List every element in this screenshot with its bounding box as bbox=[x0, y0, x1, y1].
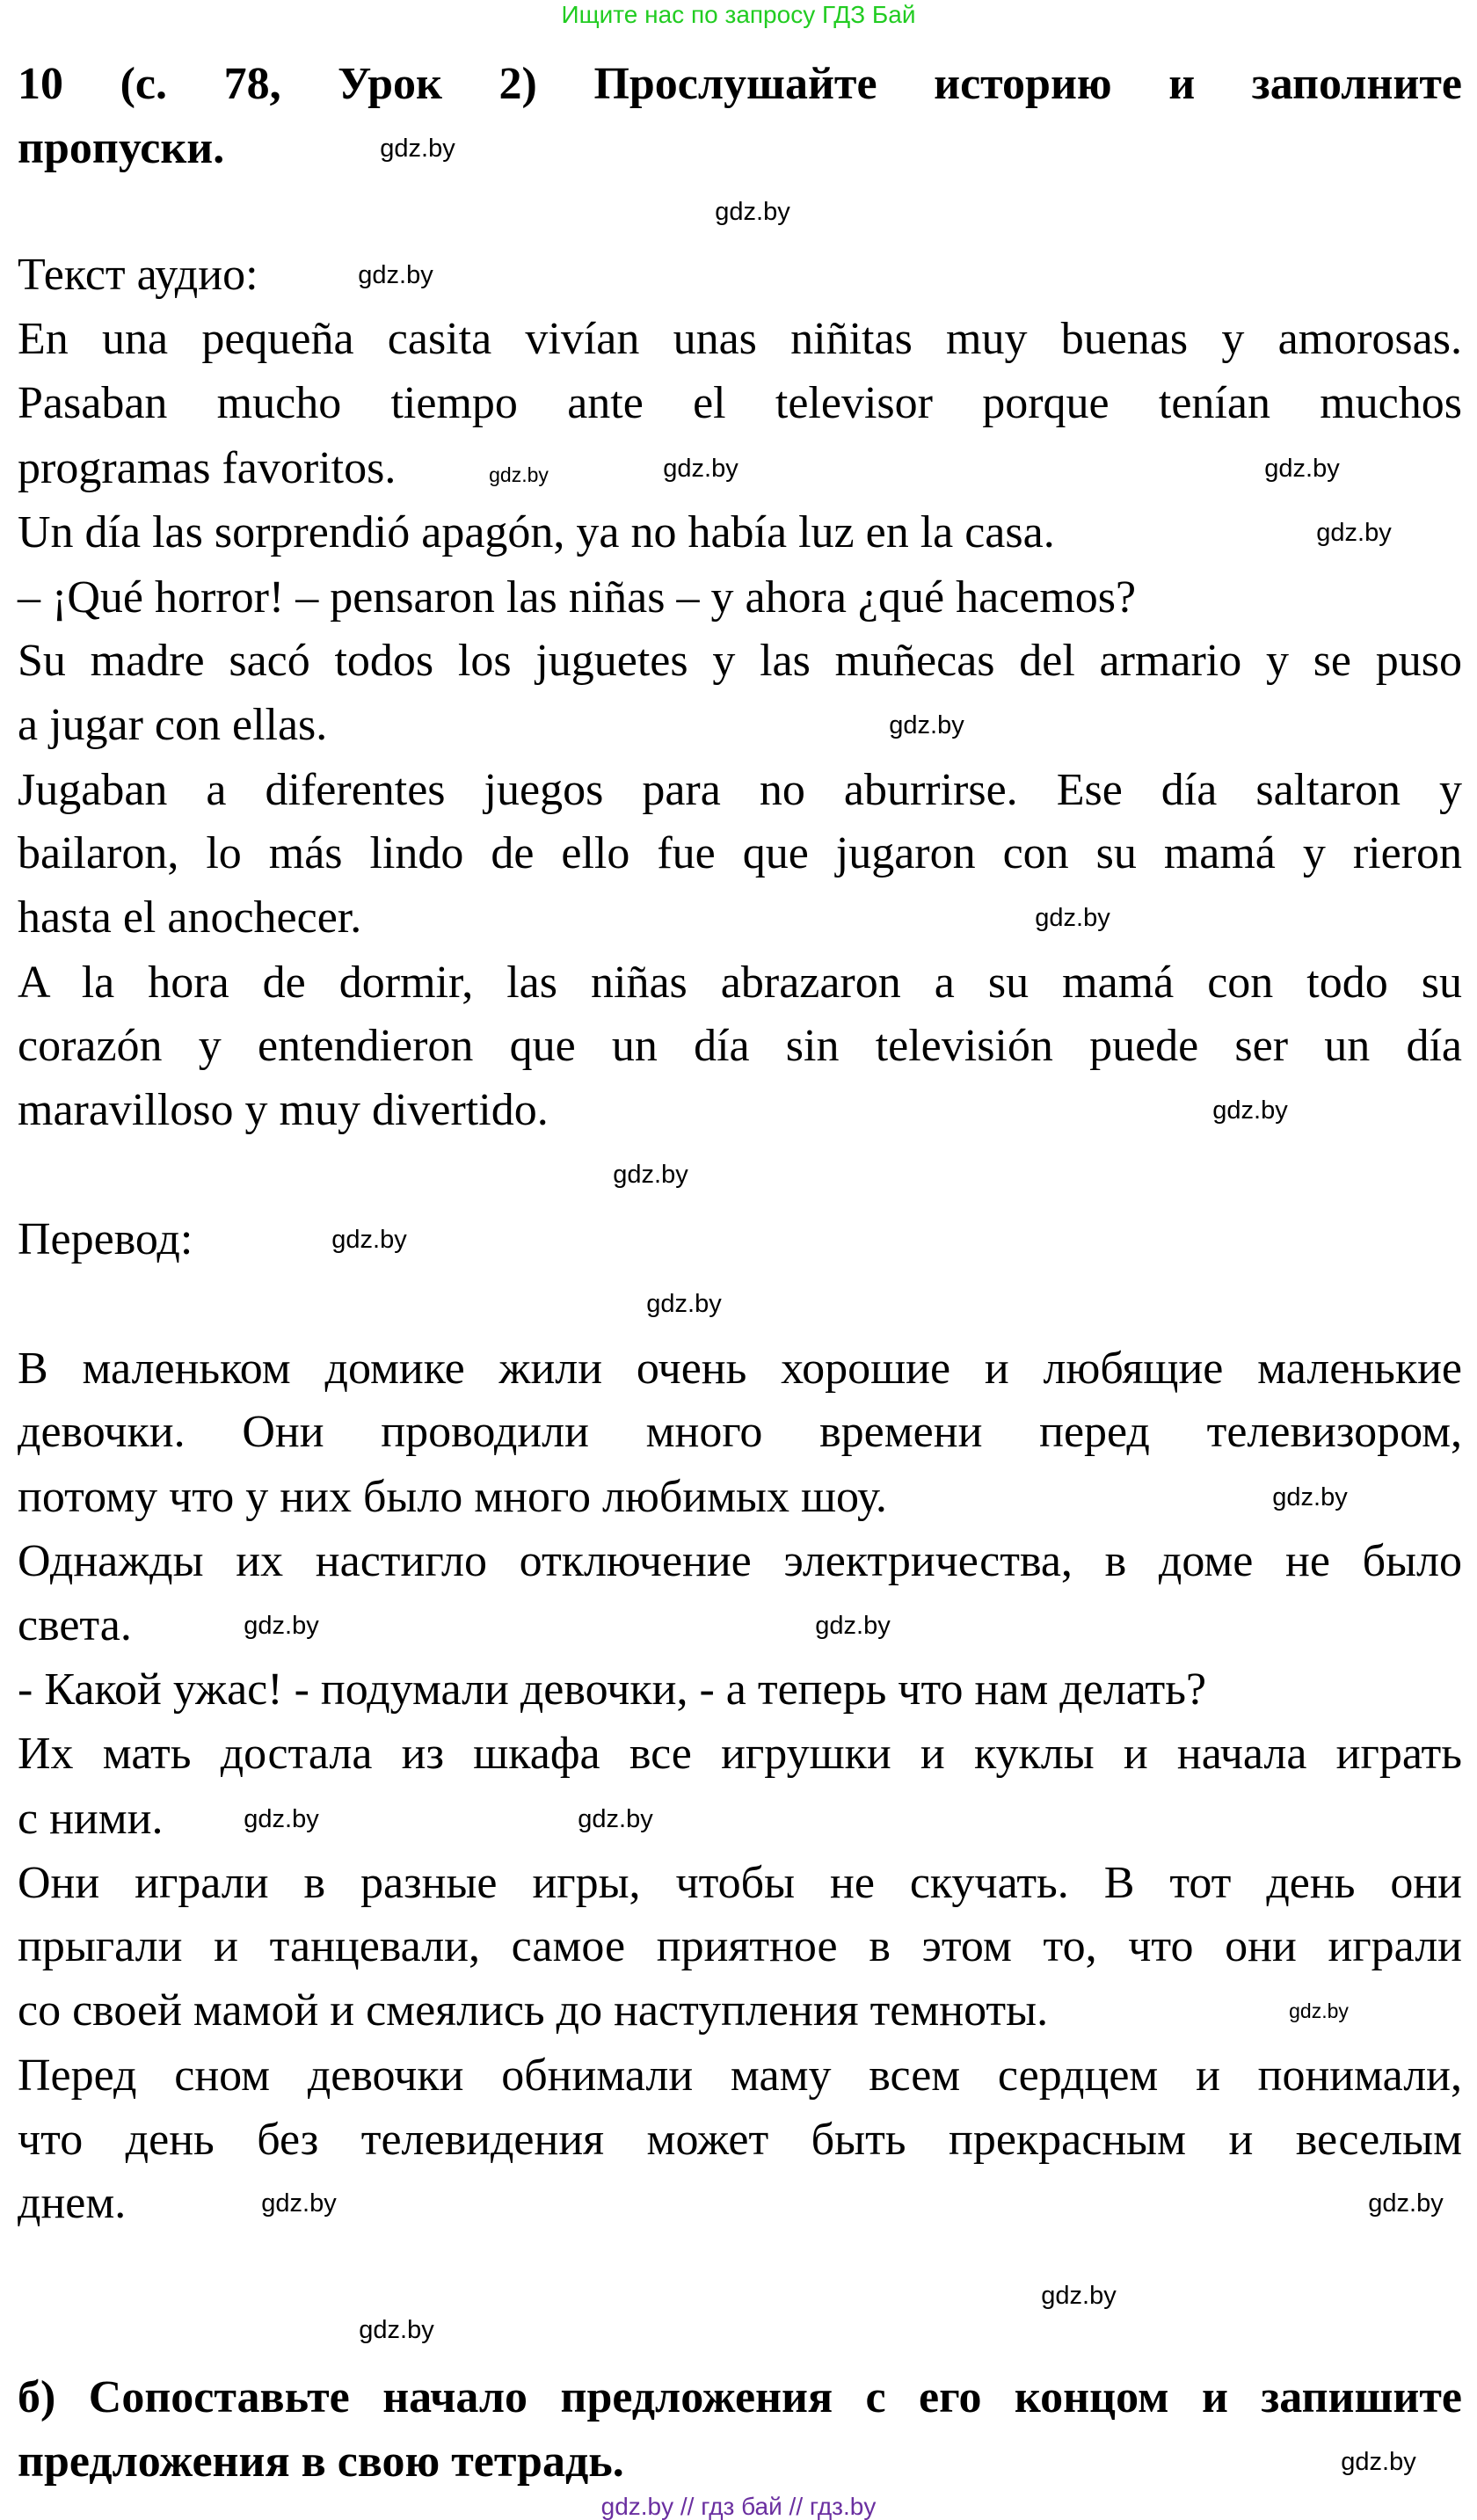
site-links-banner[interactable]: gdz.by // гдз бай // гдз.by bbox=[600, 2493, 877, 2520]
translation-line: с ними. bbox=[18, 1794, 164, 1844]
watermark: gdz.by bbox=[331, 1226, 407, 1254]
watermark: gdz.by bbox=[358, 261, 433, 289]
title-line: пропуски. bbox=[18, 123, 225, 173]
audio-line: hasta el anochecer. bbox=[18, 892, 362, 943]
watermark: gdz.by bbox=[489, 463, 549, 486]
translation-line: что день без телевидения может быть прекрасным и веселым bbox=[18, 2115, 1462, 2165]
watermark: gdz.by bbox=[359, 2316, 434, 2344]
watermark: gdz.by bbox=[1341, 2448, 1416, 2476]
watermark: gdz.by bbox=[244, 1805, 319, 1833]
audio-line: Pasaban mucho tiempo ante el televisor porque tenían muchos bbox=[18, 378, 1462, 428]
watermark: gdz.by bbox=[889, 711, 964, 739]
audio-line: maravilloso y muy divertido. bbox=[18, 1085, 549, 1135]
watermark: gdz.by bbox=[244, 1612, 319, 1640]
translation-label: Перевод: bbox=[18, 1214, 193, 1264]
watermark: gdz.by bbox=[1368, 2189, 1444, 2218]
translation-line: Они играли в разные игры, чтобы не скучать. В тот день они bbox=[18, 1858, 1462, 1908]
audio-line: a jugar con ellas. bbox=[18, 700, 328, 750]
translation-line: Однажды их настигло отключение электричества, в доме не было bbox=[18, 1536, 1462, 1586]
watermark: gdz.by bbox=[646, 1290, 722, 1318]
audio-line: Jugaban a diferentes juegos para no aburrirse. Ese día saltaron y bbox=[18, 765, 1462, 815]
audio-line: Su madre sacó todos los juguetes y las muñecas del armario y se puso bbox=[18, 636, 1462, 686]
task-b-line: предложения в свою тетрадь. bbox=[18, 2436, 624, 2487]
translation-line: Перед сном девочки обнимали маму всем сердцем и понимали, bbox=[18, 2050, 1462, 2101]
watermark: gdz.by bbox=[1316, 519, 1392, 547]
watermark: gdz.by bbox=[1035, 904, 1110, 932]
title-line: 10 (с. 78, Урок 2) Прослушайте историю и заполните bbox=[18, 59, 1462, 109]
audio-line: A la hora de dormir, las niñas abrazaron a su mamá con todo su bbox=[18, 958, 1462, 1008]
translation-line: днем. bbox=[18, 2178, 127, 2228]
watermark: gdz.by bbox=[663, 455, 738, 483]
audio-line: – ¡Qué horror! – pensaron las niñas – y ahora ¿qué hacemos? bbox=[18, 572, 1137, 623]
translation-line: девочки. Они проводили много времени перед телевизором, bbox=[18, 1407, 1462, 1457]
watermark: gdz.by bbox=[380, 135, 455, 163]
watermark: gdz.by bbox=[1212, 1096, 1288, 1125]
watermark: gdz.by bbox=[261, 2189, 337, 2218]
audio-line: programas favoritos. bbox=[18, 443, 397, 493]
audio-line: Un día las sorprendió apagón, ya no había luz en la casa. bbox=[18, 507, 1055, 557]
watermark: gdz.by bbox=[1289, 1999, 1349, 2022]
watermark: gdz.by bbox=[613, 1161, 688, 1189]
task-b-line: б) Сопоставьте начало предложения с его концом и запишите bbox=[18, 2372, 1462, 2422]
translation-line: со своей мамой и смеялись до наступления темноты. bbox=[18, 1985, 1049, 2036]
audio-line: corazón y entendieron que un día sin televisión puede ser un día bbox=[18, 1021, 1462, 1071]
translation-line: В маленьком домике жили очень хорошие и любящие маленькие bbox=[18, 1344, 1462, 1394]
audio-line: En una pequeña casita vivían unas niñitas muy buenas y amorosas. bbox=[18, 314, 1462, 364]
translation-line: - Какой ужас! - подумали девочки, - а теперь что нам делать? bbox=[18, 1664, 1207, 1715]
audio-label: Текст аудио: bbox=[18, 250, 258, 300]
watermark: gdz.by bbox=[1264, 455, 1340, 483]
translation-line: света. bbox=[18, 1600, 132, 1650]
translation-line: Их мать достала из шкафа все игрушки и куклы и начала играть bbox=[18, 1729, 1462, 1779]
translation-line: потому что у них было много любимых шоу. bbox=[18, 1472, 887, 1522]
search-hint-banner: Ищите нас по запросу ГДЗ Бай bbox=[561, 1, 916, 28]
watermark: gdz.by bbox=[715, 198, 790, 226]
watermark: gdz.by bbox=[1041, 2282, 1117, 2310]
audio-line: bailaron, lo más lindo de ello fue que jugaron con su mamá y rieron bbox=[18, 828, 1462, 878]
translation-line: прыгали и танцевали, самое приятное в этом то, что они играли bbox=[18, 1921, 1462, 1971]
watermark: gdz.by bbox=[578, 1805, 653, 1833]
watermark: gdz.by bbox=[815, 1612, 891, 1640]
watermark: gdz.by bbox=[1272, 1483, 1348, 1511]
